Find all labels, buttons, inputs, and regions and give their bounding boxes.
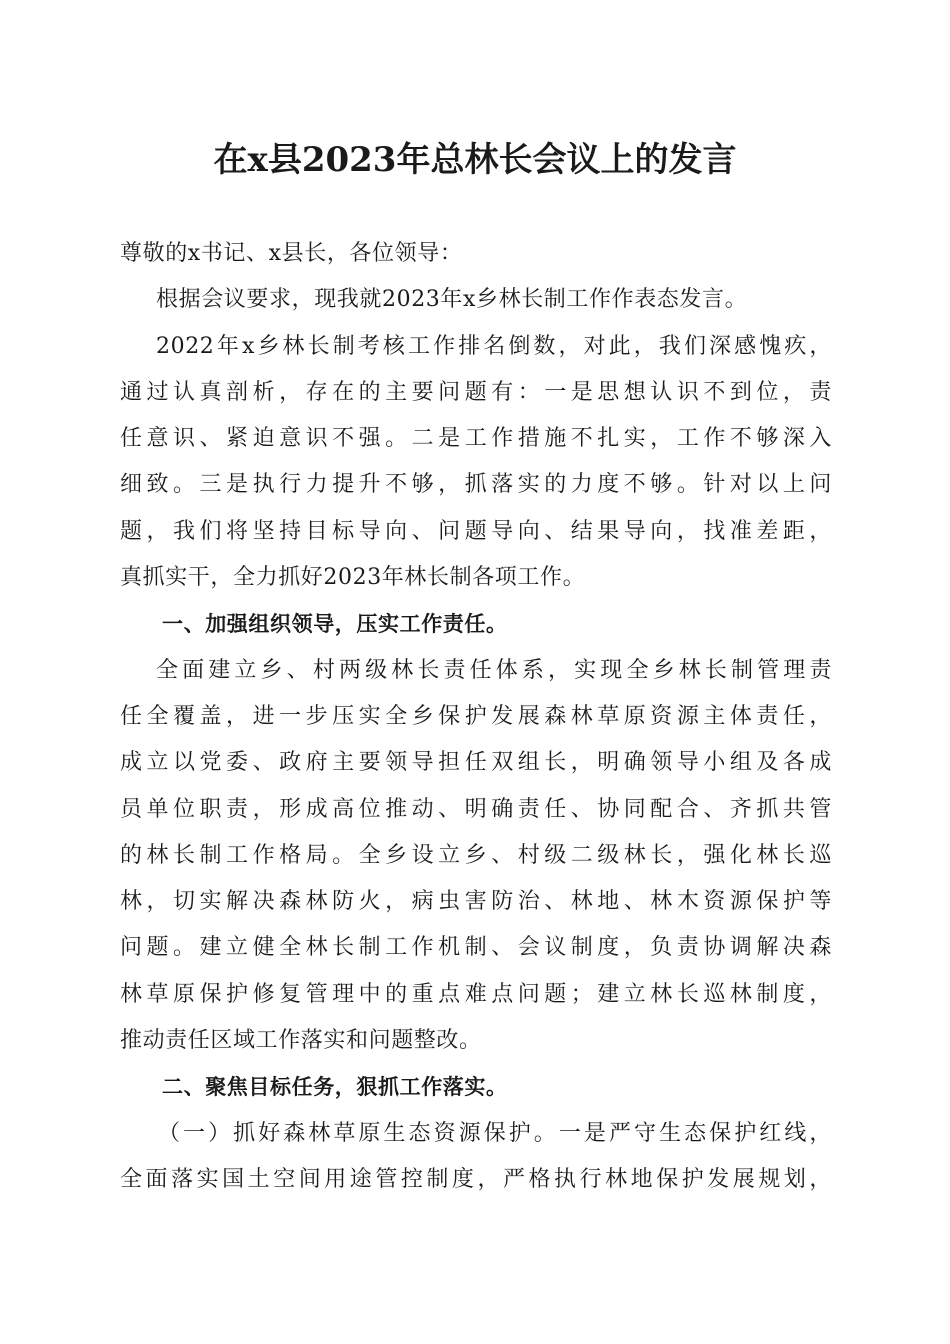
paragraph-line: （一）抓好森林草原生态资源保护。一是严守生态保护红线， [158,1120,832,1146]
section-heading: 一、加强组织领导，压实工作责任。 [162,612,508,637]
paragraph-line: 细致。三是执行力提升不够，抓落实的力度不够。针对以上问 [120,472,832,498]
paragraph-line: 任意识、紧迫意识不强。二是工作措施不扎实，工作不够深入 [120,426,832,452]
paragraph-line: 全面落实国土空间用途管控制度，严格执行林地保护发展规划， [120,1166,832,1192]
paragraph-line: 真抓实干，全力抓好2023年林长制各项工作。 [120,565,586,591]
document-body [120,231,832,1203]
paragraph-line: 的林长制工作格局。全乡设立乡、村级二级林长，强化林长巡 [120,842,832,868]
paragraph-line: 成立以党委、政府主要领导担任双组长，明确领导小组及各成 [120,750,832,776]
paragraph-line: 通过认真剖析，存在的主要问题有：一是思想认识不到位，责 [120,379,832,405]
paragraph-line: 推动责任区域工作落实和问题整改。 [120,1028,482,1054]
paragraph-line: 员单位职责，形成高位推动、明确责任、协同配合、齐抓共管 [120,796,832,822]
paragraph-line: 林草原保护修复管理中的重点难点问题；建立林长巡林制度， [120,981,832,1007]
section-heading: 二、聚焦目标任务，狠抓工作落实。 [162,1075,508,1100]
paragraph-line: 任全覆盖，进一步压实全乡保护发展森林草原资源主体责任， [120,703,832,729]
salutation-line: 尊敬的x书记、x县长，各位领导： [120,241,463,266]
paragraph-line: 根据会议要求，现我就2023年x乡林长制工作作表态发言。 [156,287,748,313]
paragraph-line: 林，切实解决森林防火，病虫害防治、林地、林木资源保护等 [120,889,832,915]
paragraph-line: 全面建立乡、村两级林长责任体系，实现全乡林长制管理责 [156,657,832,683]
paragraph-line: 题，我们将坚持目标导向、问题导向、结果导向，找准差距， [120,518,832,544]
paragraph-line: 2022年x乡林长制考核工作排名倒数，对此，我们深感愧疚， [156,333,832,359]
paragraph-line: 问题。建立健全林长制工作机制、会议制度，负责协调解决森 [120,935,832,961]
document-title: 在x县2023年总林长会议上的发言 [213,140,737,180]
